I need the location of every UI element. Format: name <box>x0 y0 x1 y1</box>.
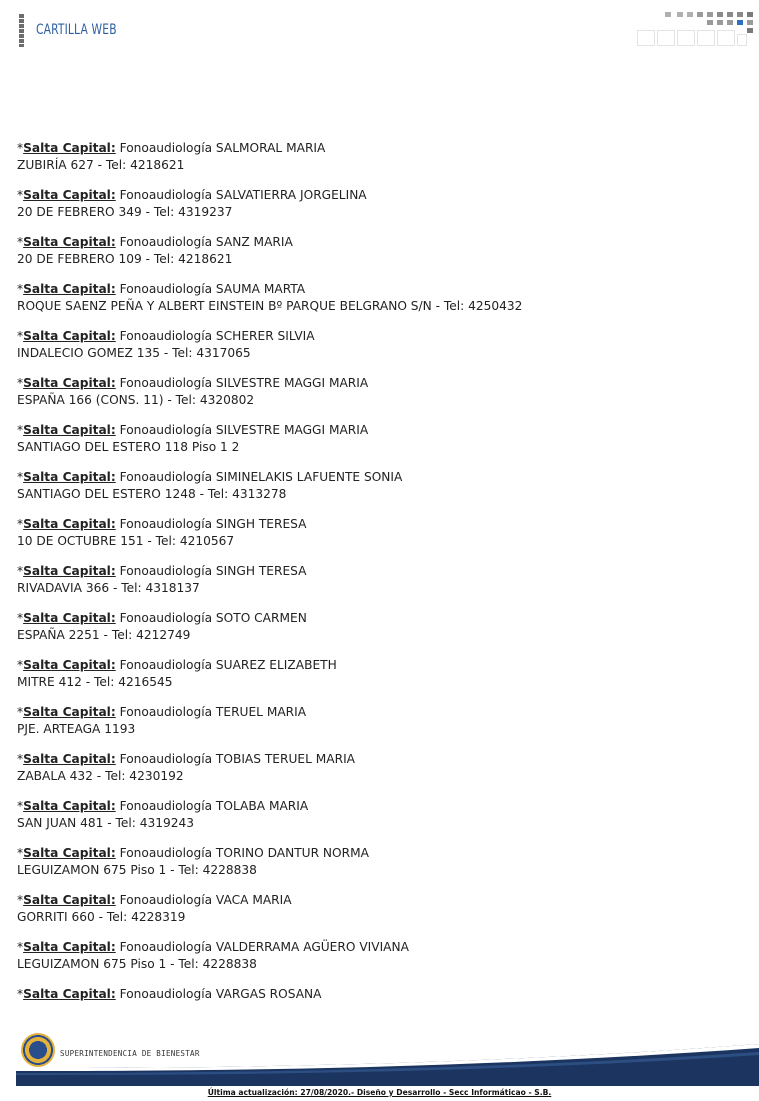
region-label: Salta Capital: <box>23 611 116 625</box>
list-item <box>17 845 737 879</box>
provider-address: LEGUIZAMON 675 Piso 1 - Tel: 4228838 <box>17 957 257 971</box>
region-label: Salta Capital: <box>23 376 116 390</box>
provider-address: ROQUE SAENZ PEÑA Y ALBERT EINSTEIN Bº PARQUE BELGRANO S/N - Tel: 4250432 <box>17 299 523 313</box>
entry-heading <box>17 375 737 392</box>
region-label: Salta Capital: <box>23 846 116 860</box>
list-item <box>17 234 737 268</box>
list-item <box>17 798 737 832</box>
provider-name: SILVESTRE MAGGI MARIA <box>215 376 369 390</box>
specialty-label: Fonoaudiología <box>119 987 213 1001</box>
provider-address: 10 DE OCTUBRE 151 - Tel: 4210567 <box>17 534 235 548</box>
page-footer <box>0 1024 759 1101</box>
provider-name: SILVESTRE MAGGI MARIA <box>215 423 369 437</box>
list-item <box>17 281 737 315</box>
provider-name: TERUEL MARIA <box>215 705 307 719</box>
provider-address: SANTIAGO DEL ESTERO 118 Piso 1 2 <box>17 440 240 454</box>
specialty-label: Fonoaudiología <box>119 893 213 907</box>
provider-address: LEGUIZAMON 675 Piso 1 - Tel: 4228838 <box>17 863 257 877</box>
provider-name: SALVATIERRA JORGELINA <box>215 188 367 202</box>
specialty-label: Fonoaudiología <box>119 564 213 578</box>
region-label: Salta Capital: <box>23 423 116 437</box>
specialty-label: Fonoaudiología <box>119 611 213 625</box>
list-item <box>17 187 737 221</box>
entry-heading <box>17 469 737 486</box>
list-item <box>17 422 737 456</box>
specialty-label: Fonoaudiología <box>119 940 213 954</box>
region-label: Salta Capital: <box>23 470 116 484</box>
specialty-label: Fonoaudiología <box>119 705 213 719</box>
bullet-asterisk: * <box>17 799 24 813</box>
provider-name: VACA MARIA <box>215 893 292 907</box>
provider-address: ESPAÑA 2251 - Tel: 4212749 <box>17 628 191 642</box>
provider-address: RIVADAVIA 366 - Tel: 4318137 <box>17 581 200 595</box>
list-item <box>17 563 737 597</box>
entry-heading <box>17 234 737 251</box>
specialty-label: Fonoaudiología <box>119 799 213 813</box>
bullet-asterisk: * <box>17 987 24 1001</box>
entry-heading <box>17 140 737 157</box>
list-item <box>17 140 737 174</box>
bullet-asterisk: * <box>17 658 24 672</box>
list-item <box>17 986 737 1003</box>
provider-name: SOTO CARMEN <box>215 611 307 625</box>
specialty-label: Fonoaudiología <box>119 752 213 766</box>
entry-heading <box>17 798 737 815</box>
page-header <box>0 0 759 60</box>
region-label: Salta Capital: <box>23 752 116 766</box>
provider-address: PJE. ARTEAGA 1193 <box>17 722 136 736</box>
region-label: Salta Capital: <box>23 658 116 672</box>
agency-name: SUPERINTENDENCIA DE BIENESTAR <box>60 1049 200 1058</box>
provider-address: ESPAÑA 166 (CONS. 11) - Tel: 4320802 <box>17 393 255 407</box>
bullet-asterisk: * <box>17 282 24 296</box>
provider-name: VARGAS ROSANA <box>215 987 322 1001</box>
entry-heading <box>17 892 737 909</box>
bullet-asterisk: * <box>17 188 24 202</box>
provider-name: SANZ MARIA <box>215 235 293 249</box>
region-label: Salta Capital: <box>23 564 116 578</box>
list-item <box>17 704 737 738</box>
entry-heading <box>17 610 737 627</box>
specialty-label: Fonoaudiología <box>119 329 213 343</box>
list-item <box>17 610 737 644</box>
provider-address: 20 DE FEBRERO 349 - Tel: 4319237 <box>17 205 233 219</box>
provider-address: 20 DE FEBRERO 109 - Tel: 4218621 <box>17 252 233 266</box>
specialty-label: Fonoaudiología <box>119 517 213 531</box>
list-item <box>17 516 737 550</box>
provider-name: VALDERRAMA AGÜERO VIVIANA <box>215 940 409 954</box>
provider-list <box>17 140 737 1016</box>
provider-name: SINGH TERESA <box>215 564 307 578</box>
region-label: Salta Capital: <box>23 799 116 813</box>
specialty-label: Fonoaudiología <box>119 282 213 296</box>
list-item <box>17 657 737 691</box>
bullet-asterisk: * <box>17 752 24 766</box>
bullet-asterisk: * <box>17 376 24 390</box>
region-label: Salta Capital: <box>23 235 116 249</box>
entry-heading <box>17 986 737 1003</box>
entry-heading <box>17 516 737 533</box>
bullet-asterisk: * <box>17 517 24 531</box>
specialty-label: Fonoaudiología <box>119 188 213 202</box>
provider-name: SALMORAL MARIA <box>215 141 326 155</box>
list-item <box>17 328 737 362</box>
entry-heading <box>17 281 737 298</box>
entry-heading <box>17 845 737 862</box>
provider-address: ZABALA 432 - Tel: 4230192 <box>17 769 184 783</box>
last-updated-note: Última actualización: 27/08/2020.- Diseño y Desarrollo - Secc Informáticao - S.B. <box>207 1088 552 1097</box>
bullet-asterisk: * <box>17 940 24 954</box>
specialty-label: Fonoaudiología <box>119 141 213 155</box>
region-label: Salta Capital: <box>23 893 116 907</box>
provider-name: SIMINELAKIS LAFUENTE SONIA <box>215 470 403 484</box>
provider-name: SCHERER SILVIA <box>215 329 315 343</box>
region-label: Salta Capital: <box>23 940 116 954</box>
provider-name: SINGH TERESA <box>215 517 307 531</box>
entry-heading <box>17 422 737 439</box>
entry-heading <box>17 563 737 580</box>
region-label: Salta Capital: <box>23 188 116 202</box>
region-label: Salta Capital: <box>23 705 116 719</box>
institution-seal-logo <box>21 1033 55 1067</box>
bullet-asterisk: * <box>17 893 24 907</box>
region-label: Salta Capital: <box>23 282 116 296</box>
entry-heading <box>17 187 737 204</box>
bullet-asterisk: * <box>17 235 24 249</box>
bullet-asterisk: * <box>17 141 24 155</box>
provider-address: MITRE 412 - Tel: 4216545 <box>17 675 173 689</box>
provider-name: TOLABA MARIA <box>215 799 309 813</box>
region-label: Salta Capital: <box>23 517 116 531</box>
entry-heading <box>17 751 737 768</box>
entry-heading <box>17 328 737 345</box>
decorative-grid-icon <box>637 12 759 48</box>
provider-address: SANTIAGO DEL ESTERO 1248 - Tel: 4313278 <box>17 487 287 501</box>
bullet-asterisk: * <box>17 705 24 719</box>
provider-name: SUAREZ ELIZABETH <box>215 658 337 672</box>
specialty-label: Fonoaudiología <box>119 470 213 484</box>
bullet-asterisk: * <box>17 423 24 437</box>
specialty-label: Fonoaudiología <box>119 376 213 390</box>
brand-bar-icon <box>19 14 24 47</box>
entry-heading <box>17 939 737 956</box>
list-item <box>17 375 737 409</box>
bullet-asterisk: * <box>17 564 24 578</box>
list-item <box>17 939 737 973</box>
bullet-asterisk: * <box>17 846 24 860</box>
specialty-label: Fonoaudiología <box>119 658 213 672</box>
bullet-asterisk: * <box>17 329 24 343</box>
entry-heading <box>17 657 737 674</box>
provider-address: ZUBIRÍA 627 - Tel: 4218621 <box>17 158 185 172</box>
region-label: Salta Capital: <box>23 987 116 1001</box>
bullet-asterisk: * <box>17 470 24 484</box>
provider-name: TORINO DANTUR NORMA <box>215 846 369 860</box>
provider-address: GORRITI 660 - Tel: 4228319 <box>17 910 186 924</box>
bullet-asterisk: * <box>17 611 24 625</box>
provider-name: SAUMA MARTA <box>215 282 306 296</box>
list-item <box>17 892 737 926</box>
provider-address: INDALECIO GOMEZ 135 - Tel: 4317065 <box>17 346 251 360</box>
list-item <box>17 751 737 785</box>
specialty-label: Fonoaudiología <box>119 235 213 249</box>
entry-heading <box>17 704 737 721</box>
region-label: Salta Capital: <box>23 329 116 343</box>
region-label: Salta Capital: <box>23 141 116 155</box>
provider-address: SAN JUAN 481 - Tel: 4319243 <box>17 816 195 830</box>
provider-name: TOBIAS TERUEL MARIA <box>215 752 356 766</box>
page-title: CARTILLA WEB <box>36 22 117 38</box>
specialty-label: Fonoaudiología <box>119 423 213 437</box>
specialty-label: Fonoaudiología <box>119 846 213 860</box>
list-item <box>17 469 737 503</box>
